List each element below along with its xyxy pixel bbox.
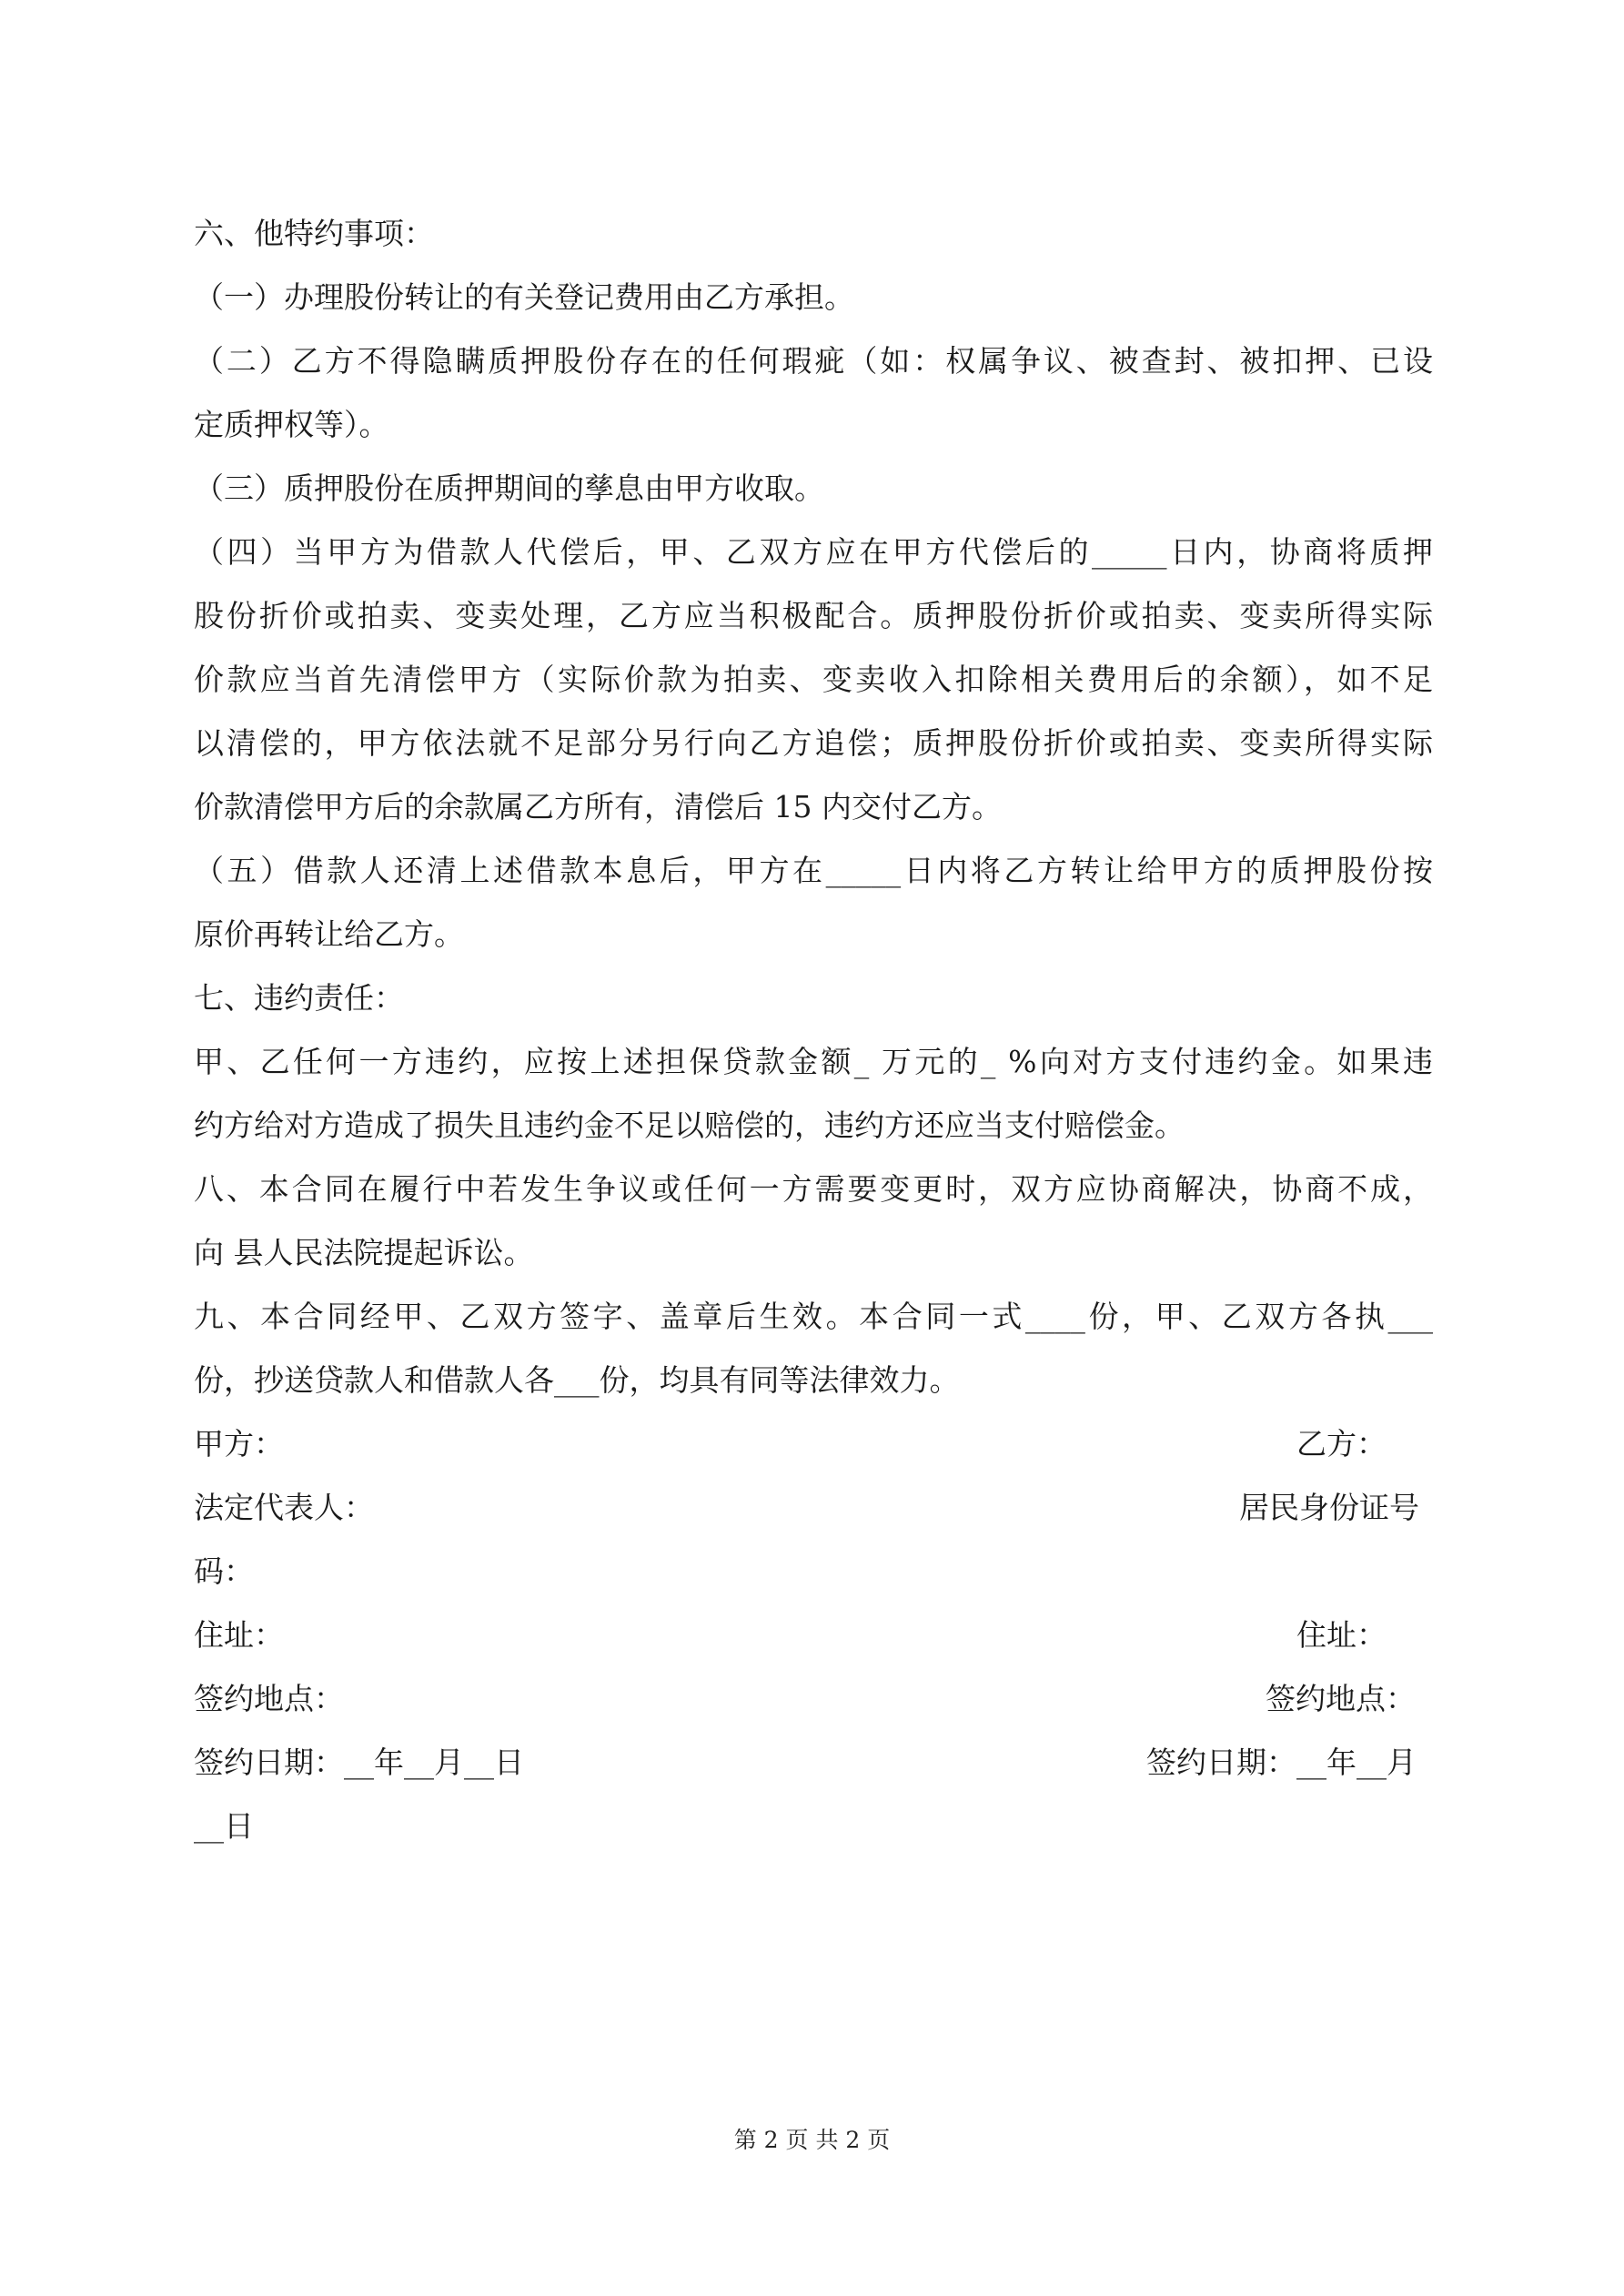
page-number-footer: 第 2 页 共 2 页 (733, 2127, 891, 2153)
section-9-line-1: 九、本合同经甲、乙双方签字、盖章后生效。本合同一式____份，甲、乙双方各执___ (194, 1299, 1433, 1334)
party-b-signing-place-label: 签约地点： (1266, 1681, 1416, 1716)
section-6-item-4-line-4: 以清偿的，甲方依法就不足部分另行向乙方追偿；质押股份折价或拍卖、变卖所得实际 (194, 725, 1433, 761)
signature-row-date (194, 1731, 1433, 1795)
section-9-line-2: 份，抄送贷款人和借款人各___份，均具有同等法律效力。 (194, 1362, 960, 1398)
section-6-item-4-line-2: 股份折价或拍卖、变卖处理，乙方应当积极配合。质押股份折价或拍卖、变卖所得实际 (194, 598, 1433, 633)
section-6-heading: 六、他特约事项： (194, 216, 434, 251)
party-b-address-label: 住址： (1296, 1617, 1387, 1653)
signature-row-parties (194, 1412, 1433, 1476)
party-a-signing-date: 签约日期：__年__月__日 (194, 1745, 524, 1780)
party-a-address-label: 住址： (194, 1617, 284, 1653)
section-6-item-2-line-2: 定质押权等）。 (194, 407, 389, 442)
section-8-line-1: 八、本合同在履行中若发生争议或任何一方需要变更时，双方应协商解决，协商不成， (194, 1171, 1433, 1207)
party-b-label: 乙方： (1296, 1426, 1387, 1462)
section-8-line-2: 向 县人民法院提起诉讼。 (194, 1235, 534, 1270)
signature-row-address (194, 1603, 1433, 1667)
party-b-signing-date: 签约日期：__年__月 (1146, 1745, 1417, 1780)
signature-row-date-wrap (194, 1795, 1433, 1858)
signature-row-id-wrap (194, 1540, 1433, 1603)
section-7-line-1: 甲、乙任何一方违约，应按上述担保贷款金额_ 万元的_ %向对方支付违约金。如果违 (194, 1044, 1433, 1079)
id-number-label: 居民身份证号 (1239, 1490, 1419, 1525)
section-6-item-4-line-1: （四）当甲方为借款人代偿后，甲、乙双方应在甲方代偿后的_____日内，协商将质押 (194, 534, 1433, 570)
party-a-signing-place-label: 签约地点： (194, 1681, 344, 1716)
party-a-label: 甲方： (194, 1426, 284, 1462)
section-6-item-5-line-2: 原价再转让给乙方。 (194, 916, 464, 952)
section-6-item-4-line-5: 价款清偿甲方后的余款属乙方所有，清偿后 15 内交付乙方。 (194, 789, 1002, 824)
party-b-signing-date-continued: __日 (194, 1808, 254, 1844)
section-6-item-4-line-3: 价款应当首先清偿甲方（实际价款为拍卖、变卖收入扣除相关费用后的余额），如不足 (194, 662, 1433, 697)
section-6-item-1: （一）办理股份转让的有关登记费用由乙方承担。 (194, 279, 854, 315)
signature-row-place (194, 1667, 1433, 1731)
section-7-heading: 七、违约责任： (194, 980, 404, 1016)
section-6-item-5-line-1: （五）借款人还清上述借款本息后，甲方在_____日内将乙方转让给甲方的质押股份按 (194, 853, 1433, 888)
legal-representative-label: 法定代表人： (194, 1490, 374, 1525)
id-number-label-continued: 码： (194, 1553, 254, 1589)
section-6-item-2-line-1: （二）乙方不得隐瞒质押股份存在的任何瑕疵（如：权属争议、被查封、被扣押、已设 (194, 343, 1433, 379)
contract-body (194, 202, 1433, 1858)
section-7-line-2: 约方给对方造成了损失且违约金不足以赔偿的，违约方还应当支付赔偿金。 (194, 1108, 1185, 1143)
section-6-item-3: （三）质押股份在质押期间的孳息由甲方收取。 (194, 470, 824, 506)
signature-row-representative (194, 1476, 1433, 1540)
